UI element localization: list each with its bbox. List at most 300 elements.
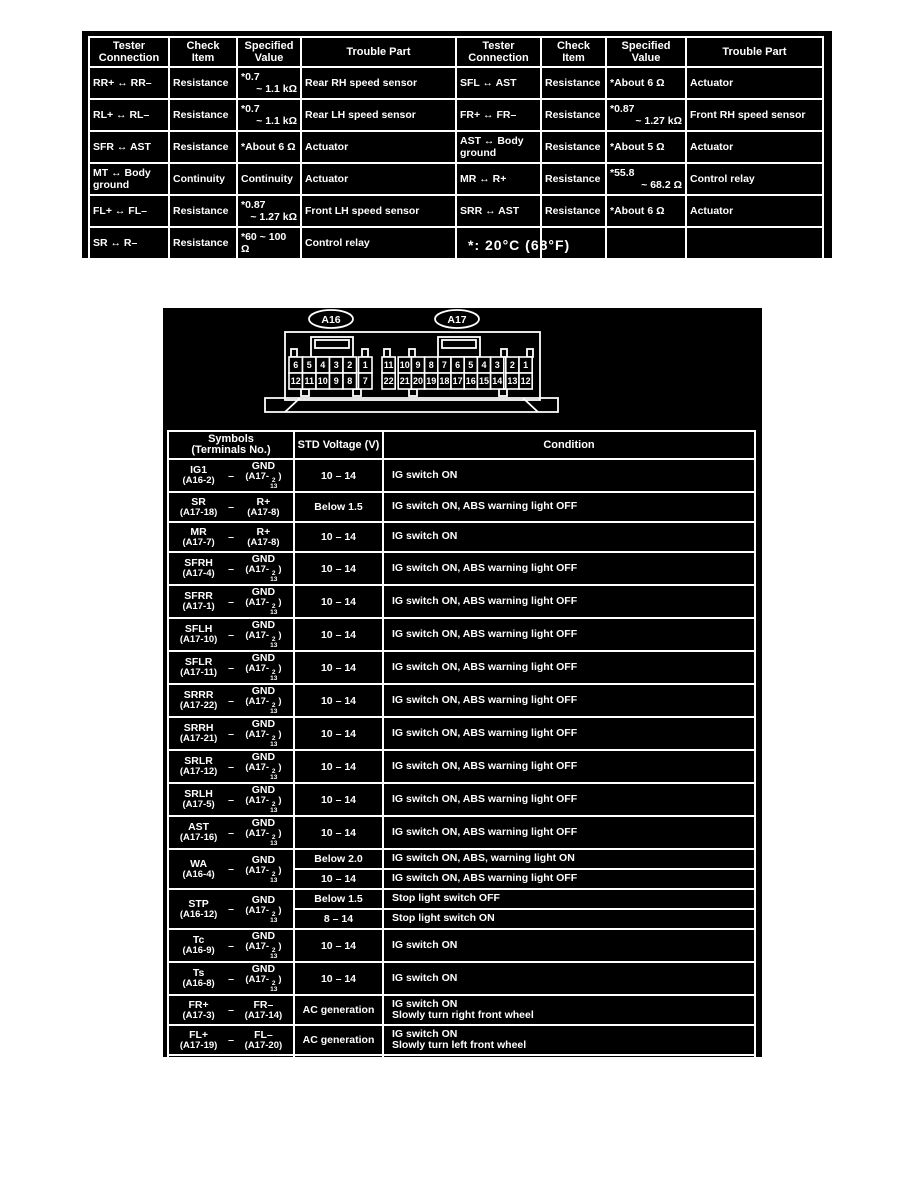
- resistance-table: [88, 36, 824, 260]
- text-line: IG switch ON: [392, 938, 458, 951]
- terminal-pin: (A17- 2 13 ): [245, 729, 282, 748]
- table-row: [168, 717, 755, 750]
- svg-text:9: 9: [333, 376, 339, 387]
- svg-text:7: 7: [441, 360, 447, 371]
- connector-pin: [491, 373, 504, 389]
- text-line: Tester: [112, 40, 146, 52]
- dash-separator: –: [228, 661, 234, 674]
- terminal-pin: (A17- 2 13 ): [245, 471, 282, 490]
- symbol-pair: [171, 587, 291, 616]
- condition-cell: [383, 1025, 755, 1055]
- svg-text:17: 17: [452, 376, 463, 387]
- condition-cell: [383, 929, 755, 962]
- value-cell: [606, 131, 686, 163]
- connection-cell: SR ↔ R–: [89, 227, 169, 259]
- symbol-right: [236, 719, 291, 748]
- symbol-right: [236, 527, 291, 548]
- symbol-terminal: [236, 1101, 291, 1111]
- table-row: [89, 227, 823, 259]
- connector-diagram: [163, 308, 762, 428]
- text-line: *0.7: [241, 103, 260, 115]
- terminal-pin: (A17- 2 13 ): [245, 864, 282, 884]
- connector-pin: [464, 357, 477, 373]
- guide-lug: [409, 349, 415, 357]
- check-item-cell: Resistance: [541, 163, 606, 195]
- svg-text:10: 10: [399, 360, 410, 371]
- symbol-name: SFLH: [184, 623, 213, 635]
- connection-cell: SFL ↔ AST: [456, 67, 541, 99]
- connector-pin: [316, 373, 330, 389]
- condition-cell: [383, 849, 755, 869]
- symbol-name: FL+: [189, 1028, 209, 1041]
- check-item-cell: Resistance: [541, 67, 606, 99]
- text-line: Continuity: [241, 173, 293, 185]
- text-line: Check: [186, 40, 220, 52]
- a17-pins-top: [382, 357, 532, 373]
- dash-separator: –: [228, 628, 234, 641]
- symbols-cell: [168, 684, 294, 717]
- column-header: [169, 37, 237, 67]
- terminal-pin: (A17- 2 13 ): [245, 762, 282, 781]
- svg-text:1: 1: [362, 360, 368, 371]
- voltage-table: [167, 430, 756, 1116]
- terminal-fraction: 2 13: [270, 834, 278, 847]
- text-line: *0.87: [610, 103, 635, 115]
- symbols-cell: [168, 750, 294, 783]
- symbol-terminal: [236, 565, 291, 583]
- dash-separator: –: [228, 760, 234, 773]
- guide-lug: [301, 389, 309, 396]
- symbol-left: [171, 497, 226, 518]
- symbol-pair: [171, 461, 291, 490]
- symbol-left: [171, 624, 226, 645]
- terminal-fraction: 2 13: [270, 870, 278, 884]
- condition-cell: [383, 750, 755, 783]
- dash-separator: –: [228, 939, 234, 952]
- a16-pins-top: [289, 357, 372, 373]
- table-row: [168, 816, 755, 849]
- symbol-pair: [171, 931, 291, 960]
- symbol-pair: [171, 620, 291, 649]
- text-line: Slowly turn left rear wheel: [392, 1099, 523, 1111]
- connector-pin: [438, 357, 451, 373]
- terminal-fraction: 2 13: [270, 735, 278, 748]
- symbol-name: Tc: [192, 934, 205, 946]
- connector-pin: [289, 373, 303, 389]
- condition-cell: [383, 995, 755, 1025]
- terminal-pin: (A17-20): [244, 1039, 283, 1051]
- symbol-name: GND: [251, 652, 276, 664]
- table-row: [168, 492, 755, 522]
- condition-cell: [383, 585, 755, 618]
- text-line: IG switch ON: [392, 530, 458, 543]
- symbol-left: [171, 968, 226, 989]
- connection-cell: AST ↔ Body ground: [456, 131, 541, 163]
- symbol-pair: [171, 895, 291, 924]
- text-line: Slowly turn right front wheel: [392, 1009, 534, 1021]
- symbol-left: [171, 527, 226, 548]
- guide-lug: [362, 349, 368, 357]
- symbol-right: [236, 931, 291, 960]
- voltage-cell: 10 – 14: [294, 869, 383, 889]
- check-item-cell: Resistance: [169, 99, 237, 131]
- terminal-pin: (A17-14): [244, 1009, 283, 1021]
- symbol-terminal: [171, 602, 226, 612]
- condition-cell: [383, 684, 755, 717]
- symbols-cell: [168, 816, 294, 849]
- text-line: IG switch ON, ABS, warning light ON: [392, 852, 575, 865]
- symbols-cell: [168, 1085, 294, 1115]
- guide-lug: [409, 389, 417, 396]
- voltage-cell: 10 – 14: [294, 552, 383, 585]
- column-header: [686, 37, 823, 67]
- table-row: [89, 67, 823, 99]
- text-line: Stop light switch OFF: [392, 892, 500, 905]
- dash-separator: –: [228, 1094, 234, 1106]
- symbol-terminal: [171, 508, 226, 518]
- connector-a16-label: A16: [321, 314, 341, 326]
- symbol-pair: [171, 1030, 291, 1051]
- text-line: IG switch ON, ABS warning light OFF: [392, 561, 578, 574]
- text-line: IG switch ON, ABS warning light OFF: [392, 726, 578, 739]
- dash-separator: –: [228, 727, 234, 740]
- connector-pin: [330, 373, 344, 389]
- value-cell: [237, 195, 301, 227]
- symbols-cell: [168, 929, 294, 962]
- symbol-right: [236, 497, 291, 518]
- header-row: [89, 37, 823, 67]
- symbol-right: [236, 554, 291, 583]
- terminal-fraction: 2 13: [270, 570, 278, 583]
- symbol-name: SRLR: [184, 755, 213, 767]
- svg-text:8: 8: [428, 360, 434, 371]
- condition-cell: [383, 492, 755, 522]
- connector-pin: [519, 357, 532, 373]
- text-line: Connection: [468, 52, 529, 64]
- symbol-name: GND: [251, 930, 276, 942]
- text-line: IG switch ON, ABS warning light OFF: [392, 594, 578, 607]
- symbol-right: [236, 686, 291, 715]
- header-row: [168, 431, 755, 459]
- dash-separator: –: [228, 531, 234, 543]
- text-line: *About 6 Ω: [610, 205, 665, 217]
- symbol-terminal: [171, 734, 226, 744]
- check-item-cell: Resistance: [541, 195, 606, 227]
- symbol-name: SFRR: [184, 590, 213, 602]
- table-row: [168, 929, 755, 962]
- symbol-name: FR+: [188, 998, 209, 1011]
- trouble-part-cell: [686, 227, 823, 259]
- trouble-part-cell: Rear LH speed sensor: [301, 99, 456, 131]
- temperature-note: *: 20°C (68°F): [468, 237, 571, 253]
- condition-cell: [383, 783, 755, 816]
- text-line: ~ 1.1 kΩ: [256, 115, 297, 127]
- svg-text:5: 5: [306, 360, 312, 371]
- condition-cell: [383, 869, 755, 889]
- symbol-pair: [171, 686, 291, 715]
- trouble-part-cell: Front LH speed sensor: [301, 195, 456, 227]
- column-header: [606, 37, 686, 67]
- terminal-pin: (A17-11): [180, 667, 218, 678]
- symbol-terminal: [236, 796, 291, 814]
- svg-text:11: 11: [383, 360, 394, 371]
- terminal-pin: (A16-8): [182, 978, 215, 989]
- symbol-name: Ts: [192, 967, 205, 979]
- symbols-cell: [168, 717, 294, 750]
- a16-lock-slot: [315, 340, 349, 348]
- condition-cell: [383, 962, 755, 995]
- svg-text:21: 21: [399, 376, 410, 387]
- svg-text:12: 12: [290, 376, 301, 387]
- dash-separator: –: [228, 501, 234, 513]
- check-item-cell: Resistance: [169, 67, 237, 99]
- table-row: [168, 1025, 755, 1055]
- symbol-name: GND: [251, 817, 276, 829]
- symbol-left: [171, 1090, 226, 1111]
- symbol-right: [236, 855, 291, 884]
- symbol-terminal: [236, 598, 291, 616]
- symbol-left: [171, 859, 226, 880]
- svg-text:4: 4: [481, 360, 487, 371]
- symbol-right: [236, 752, 291, 781]
- dash-separator: –: [228, 595, 234, 608]
- terminal-pin: (A17- 2 13 ): [245, 974, 282, 993]
- dash-separator: –: [228, 1034, 234, 1046]
- svg-text:22: 22: [383, 376, 394, 387]
- terminal-pin: (A17-8): [247, 506, 280, 518]
- value-cell: [237, 227, 301, 259]
- guide-lug: [527, 349, 533, 357]
- table-row: [168, 459, 755, 492]
- check-item-cell: Resistance: [541, 99, 606, 131]
- svg-text:1: 1: [523, 360, 529, 371]
- text-line: Item: [562, 52, 585, 64]
- terminal-pin: (A17-22): [179, 700, 218, 711]
- guide-lug: [353, 389, 361, 396]
- dash-separator: –: [228, 903, 234, 915]
- value-cell: [237, 131, 301, 163]
- symbol-pair: [171, 497, 291, 518]
- guide-lug: [291, 349, 297, 357]
- svg-text:16: 16: [465, 376, 476, 387]
- symbol-terminal: [171, 668, 226, 678]
- text-line: Specified: [244, 40, 294, 52]
- connector-pin: [382, 357, 395, 373]
- symbol-left: [171, 789, 226, 810]
- trouble-part-cell: Control relay: [301, 227, 456, 259]
- check-item-cell: Continuity: [169, 163, 237, 195]
- connector-pin: [451, 357, 464, 373]
- symbol-left: [171, 690, 226, 711]
- symbol-terminal: [236, 975, 291, 993]
- condition-cell: [383, 459, 755, 492]
- table-row: [89, 131, 823, 163]
- terminal-pin: (A17-10): [179, 634, 218, 645]
- connector-pin: [519, 373, 532, 389]
- connection-cell: MR ↔ R+: [456, 163, 541, 195]
- voltage-cell: 10 – 14: [294, 522, 383, 552]
- symbol-terminal: [236, 1011, 291, 1021]
- terminal-fraction: 2 13: [270, 980, 278, 993]
- connection-cell: MT ↔ Body ground: [89, 163, 169, 195]
- symbol-name: GND: [251, 893, 276, 906]
- symbol-right: [236, 620, 291, 649]
- symbol-name: R+: [256, 525, 271, 538]
- terminal-pin: (A16-12): [179, 908, 218, 920]
- a17-pins-bottom: [382, 373, 532, 389]
- connector-pin: [477, 357, 490, 373]
- connector-pin: [506, 357, 519, 373]
- symbol-terminal: [171, 833, 226, 843]
- symbol-terminal: [236, 508, 291, 518]
- symbols-header-line1: Symbols: [208, 432, 254, 445]
- a17-lock-slot: [442, 340, 476, 348]
- symbol-name: GND: [251, 586, 276, 598]
- symbol-pair: [171, 752, 291, 781]
- svg-text:5: 5: [468, 360, 474, 371]
- symbol-right: [236, 895, 291, 924]
- connector-pin: [425, 373, 438, 389]
- text-line: IG switch ON: [392, 971, 458, 984]
- table-row: [89, 99, 823, 131]
- voltage-cell: 10 – 14: [294, 651, 383, 684]
- voltage-cell: AC generation: [294, 1025, 383, 1055]
- terminal-fraction: 2 13: [270, 947, 278, 960]
- symbols-cell: [168, 552, 294, 585]
- value-cell: [606, 163, 686, 195]
- trouble-part-cell: Actuator: [301, 163, 456, 195]
- terminal-pin: (A17- 2 13 ): [245, 630, 282, 649]
- table-row: [89, 195, 823, 227]
- connection-cell: SFR ↔ AST: [89, 131, 169, 163]
- table-row: [89, 163, 823, 195]
- symbols-cell: [168, 995, 294, 1025]
- svg-text:15: 15: [478, 376, 490, 387]
- symbol-left: [171, 1060, 226, 1081]
- condition-cell: [383, 522, 755, 552]
- voltage-cell: 10 – 14: [294, 783, 383, 816]
- condition-cell: [383, 909, 755, 929]
- symbol-right: [236, 964, 291, 993]
- symbol-name: RR–: [252, 1058, 274, 1071]
- symbols-cell: [168, 522, 294, 552]
- symbol-pair: [171, 818, 291, 847]
- symbol-left: [171, 591, 226, 612]
- symbol-left: [171, 465, 226, 486]
- symbol-pair: [171, 785, 291, 814]
- voltage-cell: AC generation: [294, 995, 383, 1025]
- table-row: [168, 849, 755, 869]
- check-item-cell: Resistance: [541, 131, 606, 163]
- terminal-pin: (A17- 2 13 ): [245, 904, 282, 924]
- guide-lug: [499, 389, 507, 396]
- symbol-terminal: [236, 631, 291, 649]
- svg-text:8: 8: [347, 376, 353, 387]
- text-line: IG switch ON: [392, 1027, 458, 1040]
- text-line: Item: [191, 52, 215, 64]
- check-item-cell: Resistance: [169, 195, 237, 227]
- symbols-cell: [168, 849, 294, 889]
- terminal-pin: (A17- 2 13 ): [245, 597, 282, 616]
- text-line: Slowly turn left front wheel: [392, 1039, 527, 1051]
- symbol-name: STP: [188, 897, 209, 910]
- symbol-terminal: [236, 763, 291, 781]
- text-line: Trouble Part: [346, 46, 411, 58]
- symbol-terminal: [171, 910, 226, 920]
- terminal-pin: (A17- 2 13 ): [245, 564, 282, 583]
- dash-separator: –: [228, 1064, 234, 1076]
- connection-cell: FR+ ↔ FR–: [456, 99, 541, 131]
- dash-separator: –: [228, 469, 234, 482]
- condition-cell: [383, 1055, 755, 1085]
- value-cell: [606, 195, 686, 227]
- resistance-table-head: [89, 37, 823, 67]
- svg-text:19: 19: [426, 376, 437, 387]
- symbol-pair: [171, 554, 291, 583]
- guide-lug: [384, 349, 390, 357]
- terminal-pin: (A16-3): [182, 1099, 215, 1111]
- symbol-pair: [171, 527, 291, 548]
- trouble-part-cell: Actuator: [686, 67, 823, 99]
- voltage-cell: AC generation: [294, 1085, 383, 1115]
- symbol-right: [236, 653, 291, 682]
- table-row: [168, 889, 755, 909]
- symbol-right: [236, 1090, 291, 1111]
- symbols-cell: [168, 1025, 294, 1055]
- table-row: [168, 552, 755, 585]
- dash-separator: –: [228, 826, 234, 839]
- terminal-pin: (A17-21): [179, 733, 218, 744]
- symbol-name: MR: [190, 525, 207, 538]
- svg-text:18: 18: [439, 376, 450, 387]
- table-row: [168, 1085, 755, 1115]
- trouble-part-cell: Front RH speed sensor: [686, 99, 823, 131]
- symbol-terminal: [171, 538, 226, 548]
- terminal-pin: (A17-16): [179, 832, 218, 843]
- svg-text:14: 14: [492, 376, 503, 387]
- column-header: [301, 37, 456, 67]
- trouble-part-cell: Actuator: [686, 131, 823, 163]
- connection-cell: FL+ ↔ FL–: [89, 195, 169, 227]
- voltage-cell: 10 – 14: [294, 750, 383, 783]
- svg-text:11: 11: [304, 376, 315, 387]
- symbol-right: [236, 785, 291, 814]
- svg-text:7: 7: [362, 376, 368, 387]
- terminal-pin: (A16-4): [182, 868, 215, 880]
- symbol-right: [236, 1030, 291, 1051]
- value-cell: [237, 67, 301, 99]
- symbol-pair: [171, 1090, 291, 1111]
- symbols-cell: [168, 618, 294, 651]
- table-row: [168, 651, 755, 684]
- symbol-right: [236, 1000, 291, 1021]
- terminal-pin: (A17- 2 13 ): [245, 696, 282, 715]
- terminal-pin: (A16-1): [182, 1069, 215, 1081]
- symbols-cell: [168, 459, 294, 492]
- terminal-pin: (A17-1): [182, 601, 215, 612]
- trouble-part-cell: Actuator: [301, 131, 456, 163]
- symbol-name: AST: [188, 821, 210, 833]
- trouble-part-cell: Actuator: [686, 195, 823, 227]
- text-line: IG switch ON, ABS warning light OFF: [392, 660, 578, 673]
- symbol-terminal: [236, 1041, 291, 1051]
- value-cell: [237, 163, 301, 195]
- symbols-cell: [168, 783, 294, 816]
- terminal-fraction: 2 13: [270, 801, 278, 814]
- symbol-left: [171, 657, 226, 678]
- symbol-terminal: [171, 1071, 226, 1081]
- symbol-terminal: [171, 800, 226, 810]
